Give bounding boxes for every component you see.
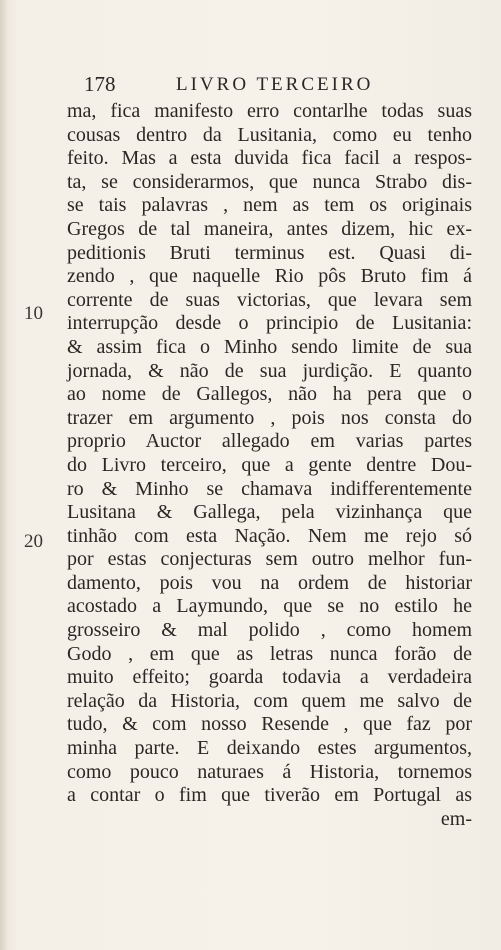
- body-text: [67, 100, 472, 831]
- text-line: ma, fica manifesto erro contarlhe todas suas: [67, 100, 472, 122]
- catchword: em-: [440, 807, 472, 830]
- text-line: acostado a Laymundo, que se no estilo he: [67, 595, 472, 618]
- text-line: zendo , que naquelle Rio pôs Bruto fim á: [67, 265, 472, 288]
- text-line: se tais palavras , nem as tem os originais: [67, 194, 472, 217]
- text-line: Godo , em que as letras nunca forão de: [67, 642, 472, 665]
- text-line: ro & Minho se chamava indifferentemente: [67, 477, 472, 500]
- page-number: 178: [84, 72, 116, 96]
- running-head: LIVRO TERCEIRO: [176, 74, 374, 95]
- text-line: como pouco naturaes á Historia, tornemos: [67, 760, 472, 783]
- text-line: tudo, & com nosso Resende , que faz por: [67, 713, 472, 736]
- text-line: Lusitana & Gallega, pela vizinhança que: [67, 501, 472, 524]
- text-line: trazer em argumento , pois nos consta do: [67, 406, 472, 429]
- text-line: ao nome de Gallegos, não ha pera que o: [67, 383, 472, 406]
- text-line: minha parte. E deixando estes argumentos,: [67, 737, 472, 760]
- text-line: interrupção desde o principio de Lusitania:: [67, 312, 472, 335]
- text-line: ta, se considerarmos, que nunca Strabo dis-: [67, 170, 472, 193]
- text-line: peditionis Bruti terminus est. Quasi di-: [67, 241, 472, 264]
- text-line: proprio Auctor allegado em varias partes: [67, 430, 472, 453]
- text-line: corrente de suas victorias, que levara sem: [67, 288, 472, 311]
- text-line: cousas dentro da Lusitania, como eu tenho: [67, 123, 472, 146]
- text-line: grosseiro & mal polido , como homem: [67, 619, 472, 642]
- line-number-20: 20: [24, 531, 43, 552]
- text-line: por estas conjecturas sem outro melhor fun-: [67, 548, 472, 571]
- page-edge-shadow: [0, 0, 8, 950]
- text-line: & assim fica o Minho sendo limite de sua: [67, 335, 472, 358]
- line-number-10: 10: [24, 303, 43, 324]
- text-line: muito effeito; goarda todavia a verdadeira: [67, 666, 472, 689]
- text-line: Gregos de tal maneira, antes dizem, hic ex-: [67, 217, 472, 240]
- text-line: relação da Historia, com quem me salvo de: [67, 689, 472, 712]
- page-header: [84, 70, 404, 100]
- text-line: jornada, & não de sua jurdição. E quanto: [67, 359, 472, 382]
- text-line: tinhão com esta Nação. Nem me rejo só: [67, 524, 472, 547]
- text-line: feito. Mas a esta duvida fica facil a respos-: [67, 147, 472, 170]
- text-line: a contar o fim que tiverão em Portugal as: [67, 784, 472, 807]
- text-line: damento, pois vou na ordem de historiar: [67, 571, 472, 594]
- text-line: do Livro terceiro, que a gente dentre Dou-: [67, 453, 472, 476]
